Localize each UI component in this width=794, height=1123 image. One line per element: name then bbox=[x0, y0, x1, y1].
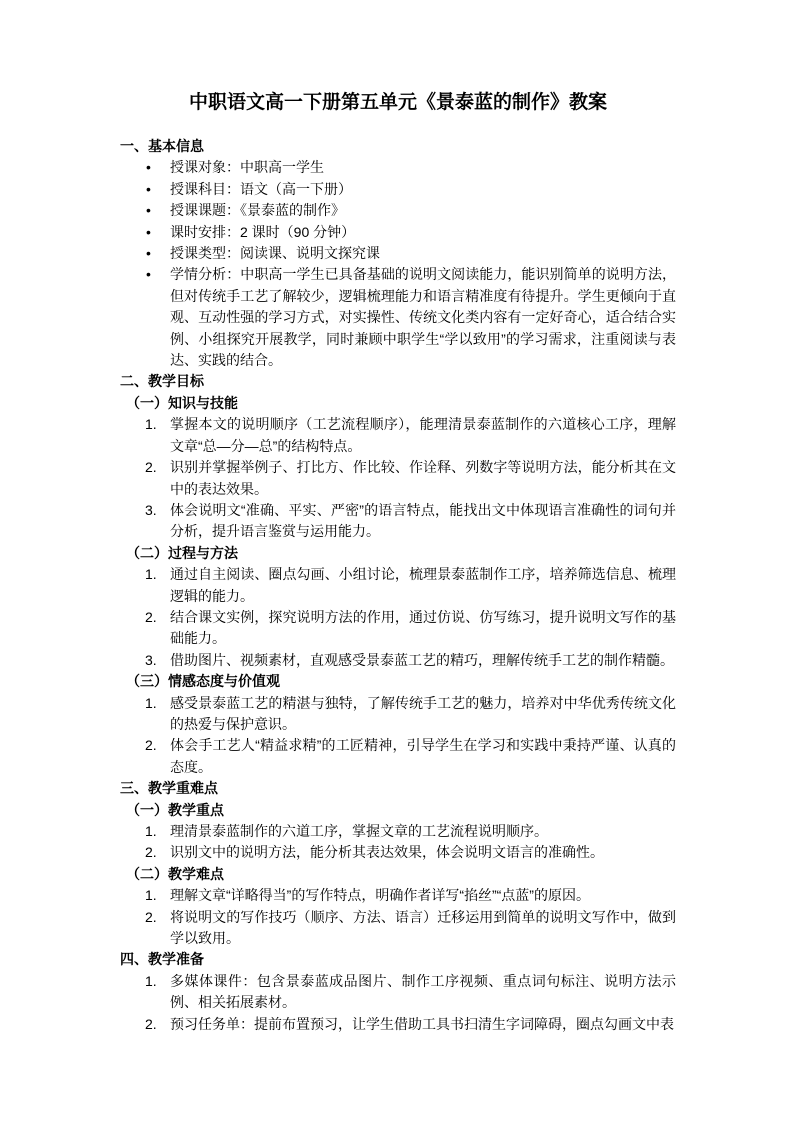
document-title: 中职语文高一下册第五单元《景泰蓝的制作》教案 bbox=[188, 92, 607, 113]
list-item: • 授课类型：阅读课、说明文探究课 bbox=[170, 243, 676, 264]
key-points-list bbox=[120, 821, 676, 864]
section-heading-basic-info: 一、基本信息 bbox=[120, 138, 204, 154]
emotion-values-list bbox=[120, 693, 676, 779]
sub-heading-difficult-points: （二）教学难点 bbox=[126, 865, 224, 882]
list-item: 掌握本文的说明顺序（工艺流程顺序），能理清景泰蓝制作的六道核心工序，理解文章“总—分—总”的结构特点。 bbox=[170, 416, 676, 454]
list-item: 结合课文实例，探究说明方法的作用，通过仿说、仿写练习，提升说明文写作的基础能力。 bbox=[170, 608, 676, 647]
list-item: 识别文中的说明方法，能分析其表达效果，体会说明文语言的准确性。 bbox=[170, 844, 604, 861]
difficult-points-list bbox=[120, 885, 676, 949]
section-basic-info bbox=[120, 136, 676, 371]
section-teaching-goals bbox=[120, 371, 676, 778]
process-methods-list bbox=[120, 564, 676, 671]
section-heading-teaching-goals: 二、教学目标 bbox=[120, 373, 204, 390]
list-item: • 授课科目：语文（高一下册） bbox=[170, 179, 676, 200]
list-item: • 课时安排：2 课时（90 分钟） bbox=[170, 222, 676, 243]
list-item: 预习任务单：提前布置预习，让学生借助工具书扫清生字词障碍，圈点勾画文中表 bbox=[170, 1015, 674, 1032]
sub-heading-process-methods: （二）过程与方法 bbox=[126, 544, 238, 561]
list-item: 多媒体课件：包含景泰蓝成品图片、制作工序视频、重点词句标注、说明方法示例、相关拓展素材。 bbox=[170, 972, 676, 1011]
list-item: 体会说明文“准确、平实、严密”的语言特点，能找出文中体现语言准确性的词句并分析，提升语言鉴赏与运用能力。 bbox=[170, 501, 676, 540]
section-heading-preparation: 四、教学准备 bbox=[120, 951, 204, 968]
section-heading-key-difficult: 三、教学重难点 bbox=[120, 780, 218, 797]
list-item: 识别并掌握举例子、打比方、作比较、作诠释、列数字等说明方法，能分析其在文中的表达效果。 bbox=[170, 459, 676, 497]
list-item: • 授课课题：《景泰蓝的制作》 bbox=[170, 200, 676, 221]
list-item: 理清景泰蓝制作的六道工序，掌握文章的工艺流程说明顺序。 bbox=[170, 823, 548, 839]
knowledge-skills-list bbox=[120, 414, 676, 542]
list-item: 感受景泰蓝工艺的精湛与独特，了解传统手工艺的魅力，培养对中华优秀传统文化的热爱与保护意识。 bbox=[170, 694, 676, 732]
sub-heading-knowledge-skills: （一）知识与技能 bbox=[126, 394, 238, 411]
list-item: 体会手工艺人“精益求精”的工匠精神，引导学生在学习和实践中秉持严谨、认真的态度。 bbox=[170, 737, 676, 775]
list-item: • 授课对象：中职高一学生 bbox=[170, 157, 676, 178]
list-item: 理解文章“详略得当”的写作特点，明确作者详写“掐丝”“点蓝”的原因。 bbox=[170, 887, 590, 904]
preparation-list bbox=[120, 971, 676, 1035]
basic-info-bullet-list bbox=[120, 157, 676, 371]
section-key-difficult-points bbox=[120, 778, 676, 949]
section-preparation bbox=[120, 949, 676, 1035]
list-item: 通过自主阅读、圈点勾画、小组讨论，梳理景泰蓝制作工序，培养筛选信息、梳理逻辑的能力。 bbox=[170, 566, 676, 604]
list-item: 借助图片、视频素材，直观感受景泰蓝工艺的精巧，理解传统手工艺的制作精髓。 bbox=[170, 651, 674, 668]
sub-heading-key-points: （一）教学重点 bbox=[126, 801, 224, 818]
list-item: • 学情分析：中职高一学生已具备基础的说明文阅读能力，能识别简单的说明方法，但对传统手工艺了解较少，逻辑梳理能力和语言精准度有待提升。学生更倾向于直观、互动性强的学习方式，对实操性、传统文化类内容有一定好奇心，适合结合实例、小组探究开展教学，同时兼顾中职学生“学以致用”的学习需求，注重阅读与表达、实践的结合。 bbox=[170, 264, 676, 371]
sub-heading-emotion-values: （三）情感态度与价值观 bbox=[126, 673, 280, 690]
list-item: 将说明文的写作技巧（顺序、方法、语言）迁移运用到简单的说明文写作中，做到学以致用。 bbox=[170, 908, 676, 947]
